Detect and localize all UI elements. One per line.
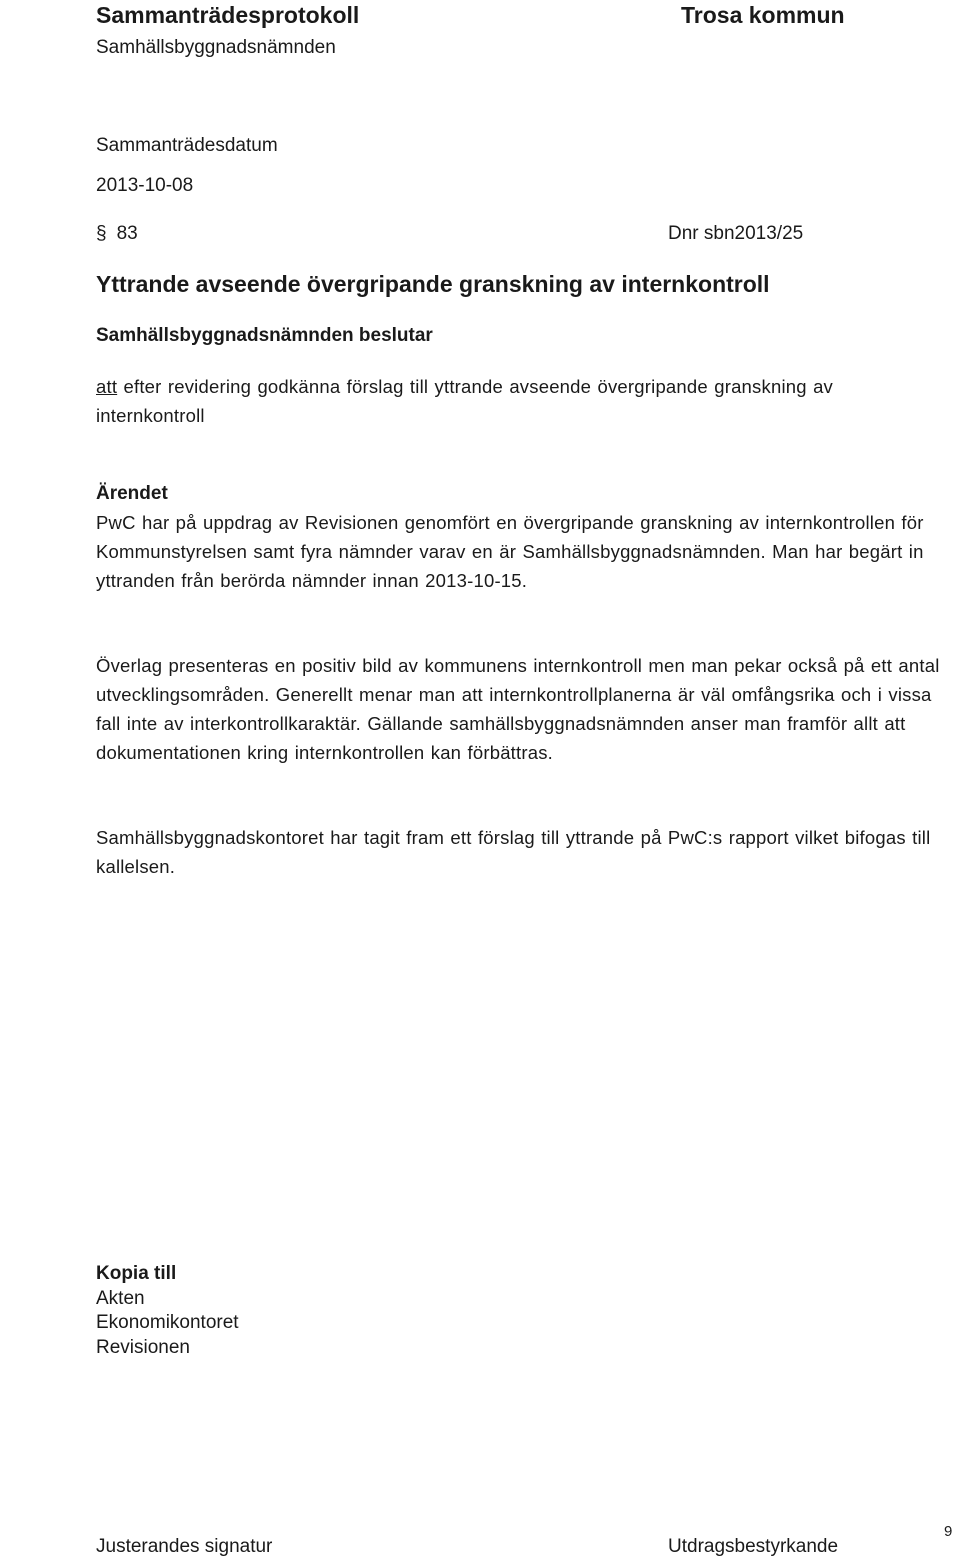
copy-recipient-revisionen: Revisionen — [96, 1336, 190, 1358]
meeting-date-label: Sammanträdesdatum — [96, 135, 278, 156]
decision-heading: Samhällsbyggnadsnämnden beslutar — [96, 325, 433, 346]
paragraph-number-row — [96, 221, 138, 247]
copy-to-section — [96, 1262, 239, 1360]
organization-name: Trosa kommun — [681, 2, 845, 28]
copy-to-heading: Kopia till — [96, 1263, 177, 1284]
copy-recipient-ekonomikontoret: Ekonomikontoret — [96, 1312, 239, 1333]
arendet-paragraph-2: Överlag presenteras en positiv bild av kommunens internkontroll men man pekar också på ett antal utvecklingsområden. Generellt menar man att internkontrollplanerna är väl omfångsrika och i vissa fall inte av interkontrollkaraktär. Gällande samhällsbyggnadsnämnden anser man framför allt att dokumentationen kring internkontrollen kan förbättras. — [96, 655, 940, 763]
meeting-date: 2013-10-08 — [96, 175, 194, 196]
document-type-title: Sammanträdesprotokoll — [96, 2, 360, 28]
arendet-paragraph-3: Samhällsbyggnadskontoret har tagit fram ett förslag till yttrande på PwC:s rapport vilket bifogas till kallelsen. — [96, 827, 931, 877]
decision-lead-word: att — [96, 376, 118, 397]
case-title: Yttrande avseende övergripande granskning av internkontroll — [96, 271, 770, 297]
case-reference: Dnr sbn2013/25 — [668, 223, 804, 244]
decision-text — [96, 372, 946, 430]
footer-certification-label: Utdragsbestyrkande — [668, 1536, 839, 1557]
copy-recipient-akten: Akten — [96, 1287, 145, 1309]
footer-signature-label: Justerandes signatur — [96, 1536, 273, 1557]
paragraph-number: 83 — [116, 223, 138, 244]
committee-name: Samhällsbyggnadsnämnden — [96, 37, 336, 58]
page-number: 9 — [944, 1523, 953, 1540]
arendet-heading: Ärendet — [96, 483, 168, 504]
decision-body: efter revidering godkänna förslag till yttrande avseende övergripande granskning av internkontroll — [96, 376, 834, 426]
arendet-paragraph-1: PwC har på uppdrag av Revisionen genomfört en övergripande granskning av internkontrollen för Kommunstyrelsen samt fyra nämnder varav en är Samhällsbyggnadsnämnden. Man har begärt in yttranden från berörda nämnder innan 2013-10-15. — [96, 512, 924, 591]
paragraph-sign: § — [96, 223, 107, 244]
